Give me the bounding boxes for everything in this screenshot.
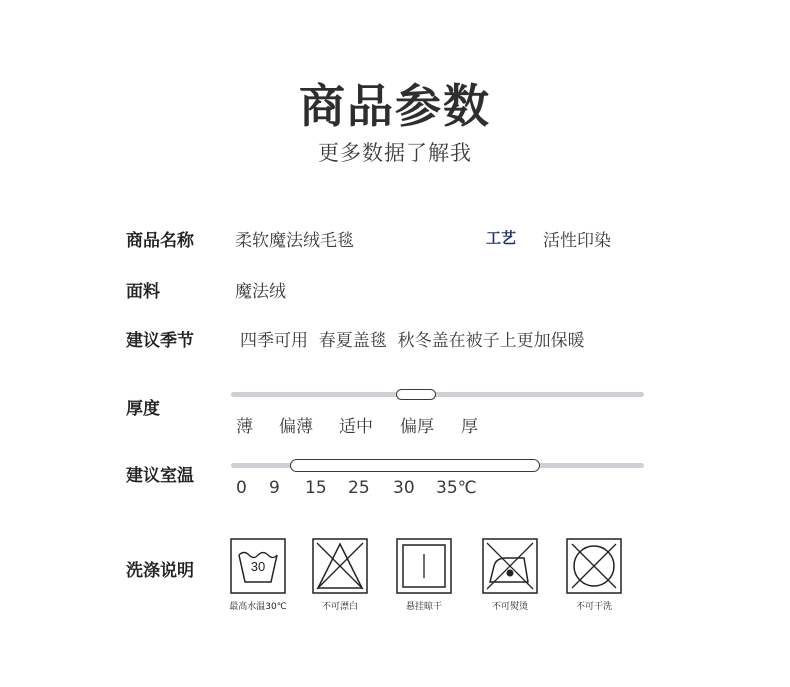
product-name-label: 商品名称 bbox=[126, 231, 194, 251]
no-dry-clean-icon bbox=[566, 538, 622, 594]
page-subtitle: 更多数据了解我 bbox=[318, 141, 472, 165]
no-dry-clean-caption: 不可干洗 bbox=[575, 602, 612, 612]
thickness-track bbox=[231, 392, 644, 397]
temperature-tick-15: 15 bbox=[305, 478, 327, 498]
craft-value: 活性印染 bbox=[543, 231, 611, 251]
season-value: 四季可用 春夏盖毯 秋冬盖在被子上更加保暖 bbox=[240, 331, 585, 351]
thickness-tick-thick: 厚 bbox=[461, 417, 478, 437]
product-name-value: 柔软魔法绒毛毯 bbox=[235, 231, 354, 251]
thickness-tick-medium: 适中 bbox=[339, 417, 373, 437]
temperature-tick-30: 30 bbox=[393, 478, 415, 498]
temperature-tick-9: 9 bbox=[269, 478, 280, 498]
thickness-label: 厚度 bbox=[126, 399, 160, 419]
thickness-indicator bbox=[396, 389, 436, 400]
thickness-tick-slightly-thin: 偏薄 bbox=[279, 417, 313, 437]
washing-label: 洗涤说明 bbox=[126, 561, 194, 581]
temperature-tick-35: 35℃ bbox=[436, 478, 477, 498]
temperature-tick-0: 0 bbox=[236, 478, 247, 498]
wash-30-caption: 最高水温30℃ bbox=[229, 602, 287, 612]
thickness-tick-slightly-thick: 偏厚 bbox=[400, 417, 434, 437]
craft-label: 工艺 bbox=[486, 229, 517, 247]
wash-30-icon bbox=[230, 538, 286, 594]
season-label: 建议季节 bbox=[126, 331, 194, 351]
no-iron-icon bbox=[482, 538, 538, 594]
page-title: 商品参数 bbox=[299, 79, 491, 133]
fabric-value: 魔法绒 bbox=[235, 282, 286, 302]
no-bleach-caption: 不可漂白 bbox=[321, 602, 358, 612]
no-iron-caption: 不可熨烫 bbox=[491, 602, 528, 612]
no-bleach-icon bbox=[312, 538, 368, 594]
temperature-range-indicator bbox=[290, 459, 540, 472]
hang-dry-icon bbox=[396, 538, 452, 594]
temperature-tick-25: 25 bbox=[348, 478, 370, 498]
fabric-label: 面料 bbox=[126, 282, 160, 302]
thickness-tick-thin: 薄 bbox=[236, 417, 253, 437]
wash-temp-text: 30 bbox=[250, 559, 266, 574]
hang-dry-caption: 悬挂晾干 bbox=[405, 602, 442, 612]
temperature-label: 建议室温 bbox=[126, 466, 194, 486]
